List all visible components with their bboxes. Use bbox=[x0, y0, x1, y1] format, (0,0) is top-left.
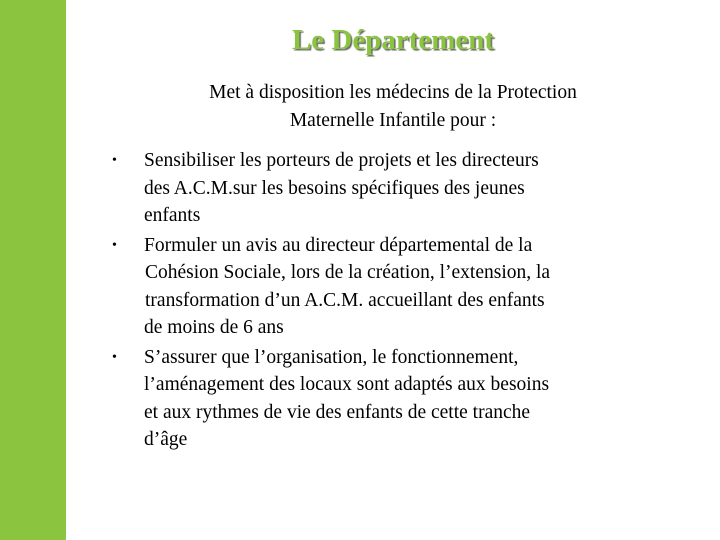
bullet-item-assurer bbox=[112, 344, 702, 454]
bullet-item-formuler bbox=[112, 232, 702, 342]
bullet-list bbox=[112, 147, 702, 456]
bullet-dot-icon: • bbox=[112, 237, 117, 253]
intro-line: Maternelle Infantile pour : bbox=[289, 110, 497, 131]
bullet-line: et aux rythmes de vie des enfants de cette tranche bbox=[144, 401, 531, 423]
bullet-line: l’aménagement des locaux sont adaptés aux besoins bbox=[144, 374, 550, 395]
bullet-line: S’assurer que l’organisation, le fonctionnement, bbox=[144, 346, 519, 368]
bullet-dot-icon: • bbox=[112, 153, 117, 168]
bullet-line: Sensibiliser les porteurs de projets et les directeurs bbox=[144, 150, 539, 171]
bullet-line: enfants bbox=[144, 205, 201, 226]
intro-line: Met à disposition les médecins de la Protection bbox=[209, 82, 577, 103]
bullet-dot-icon: • bbox=[112, 349, 117, 365]
bullet-item-sensibiliser bbox=[112, 147, 702, 230]
intro-text bbox=[66, 79, 720, 135]
bullet-line: d’âge bbox=[144, 429, 188, 450]
bullet-line: Cohésion Sociale, lors de la création, l’extension, la bbox=[145, 262, 551, 283]
bullet-line: transformation d’un A.C.M. accueillant des enfants bbox=[145, 289, 545, 311]
bullet-line: des A.C.M.sur les besoins spécifiques des jeunes bbox=[144, 177, 525, 199]
slide-content bbox=[66, 0, 720, 540]
green-side-bar bbox=[0, 0, 66, 540]
bullet-line: de moins de 6 ans bbox=[144, 317, 284, 338]
bullet-line: Formuler un avis au directeur départemental de la bbox=[144, 234, 533, 256]
slide-title: Le Département bbox=[291, 24, 495, 56]
